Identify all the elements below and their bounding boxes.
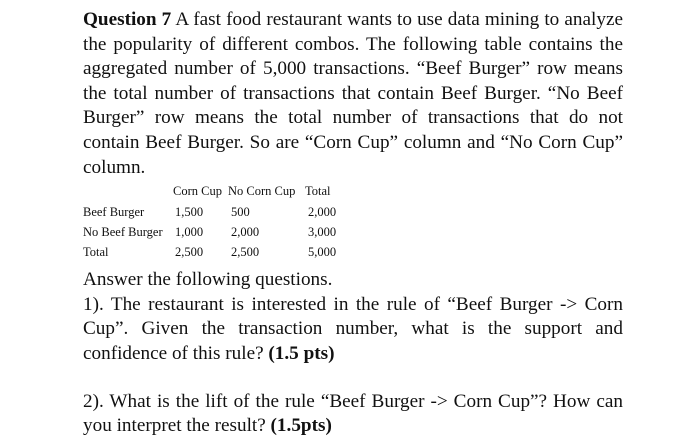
transactions-table (83, 180, 623, 268)
question-1 (83, 293, 623, 367)
table-cell: 1,000 (175, 225, 204, 240)
table-cell: 1,500 (175, 205, 204, 220)
row-label-no-beef-burger: No Beef Burger (83, 225, 163, 240)
table-cell: 2,000 (308, 205, 337, 220)
table-cell: 2,000 (231, 225, 260, 240)
question-paragraph (83, 8, 623, 180)
col-header-total: Total (305, 184, 331, 199)
question-1-text: 1). The restaurant is interested in the rule of “Beef Burger -> Corn Cup”. Given the transaction number, what is the support and confidence of this rule? (83, 293, 623, 364)
question-1-points: (1.5 pts) (268, 342, 335, 364)
question-label: Question 7 (83, 9, 172, 30)
col-header-no-corn-cup: No Corn Cup (228, 184, 296, 199)
col-header-corn-cup: Corn Cup (173, 184, 222, 199)
question-2-text: 2). What is the lift of the rule “Beef Burger -> Corn Cup”? How can you interpret the result? (83, 390, 623, 437)
question-2 (83, 390, 623, 439)
question-text: A fast food restaurant wants to use data mining to analyze the popularity of different combos. The following table contains the aggregated number of 5,000 transactions. “Beef Burger” row means the total number of transactions that contain Beef Burger. “No Beef Burger” row means the total number of transactions that do not contain Beef Burger. So are “Corn Cup” column and “No Corn Cup” column. (83, 9, 623, 178)
answer-intro: Answer the following questions. (83, 269, 333, 291)
row-label-beef-burger: Beef Burger (83, 205, 145, 220)
document (83, 8, 623, 439)
question-2-points: (1.5pts) (270, 415, 332, 437)
table-cell: 500 (231, 205, 250, 220)
table-cell: 2,500 (231, 245, 260, 260)
table-cell: 2,500 (175, 245, 204, 260)
table-cell: 3,000 (308, 225, 337, 240)
table-cell: 5,000 (308, 245, 337, 260)
row-label-total: Total (83, 245, 109, 260)
